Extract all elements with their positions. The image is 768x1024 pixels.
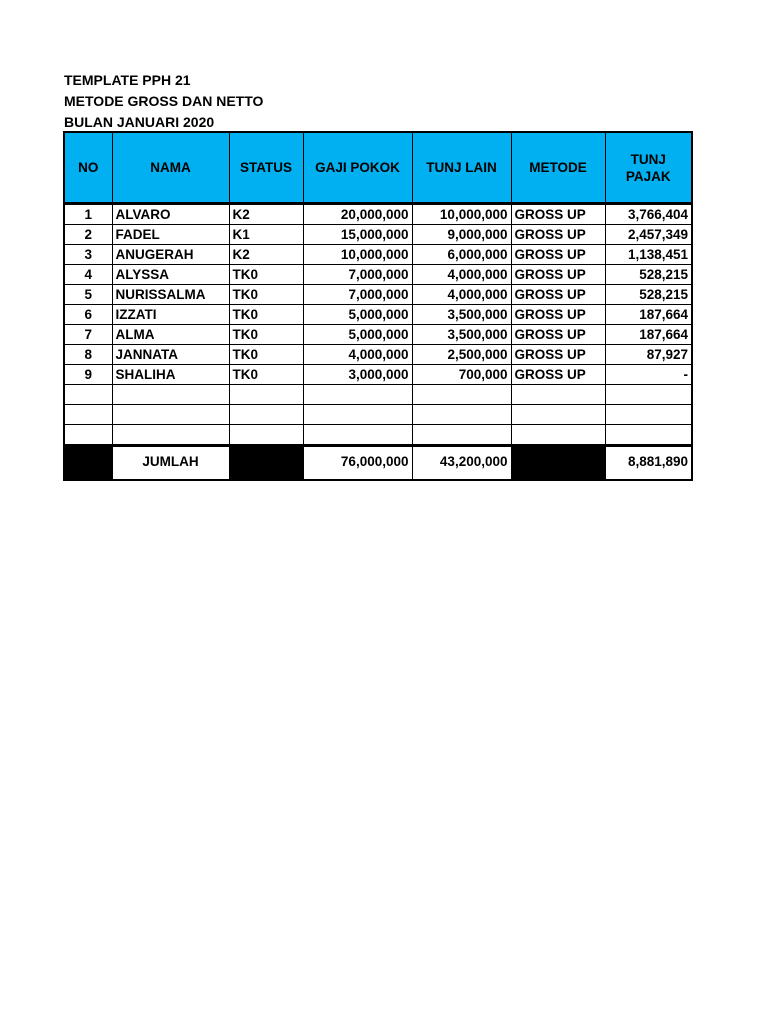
cell-tunj-lain[interactable]: 9,000,000	[412, 225, 511, 245]
table-row	[64, 405, 692, 425]
cell-no[interactable]	[64, 385, 112, 405]
header-tunj-lain[interactable]: TUNJ LAIN	[412, 132, 511, 204]
cell-tunj-pajak[interactable]: 87,927	[605, 345, 692, 365]
cell-tunj-pajak[interactable]: 528,215	[605, 265, 692, 285]
cell-tunj-lain[interactable]	[412, 385, 511, 405]
cell-status[interactable]: TK0	[229, 265, 303, 285]
table-row	[64, 225, 692, 245]
cell-metode[interactable]: GROSS UP	[511, 325, 605, 345]
cell-nama[interactable]	[112, 425, 229, 446]
total-tunj-pajak[interactable]: 8,881,890	[605, 446, 692, 481]
cell-tunj-lain[interactable]: 4,000,000	[412, 265, 511, 285]
cell-gaji-pokok[interactable]: 20,000,000	[303, 204, 412, 225]
table-row	[64, 204, 692, 225]
cell-metode[interactable]	[511, 405, 605, 425]
cell-gaji-pokok[interactable]: 3,000,000	[303, 365, 412, 385]
cell-nama[interactable]	[112, 405, 229, 425]
cell-status[interactable]: TK0	[229, 325, 303, 345]
cell-status[interactable]: TK0	[229, 285, 303, 305]
report-titles	[64, 70, 263, 133]
cell-metode[interactable]: GROSS UP	[511, 245, 605, 265]
cell-tunj-pajak[interactable]	[605, 425, 692, 446]
table-row	[64, 305, 692, 325]
total-status-cell[interactable]	[229, 446, 303, 481]
cell-gaji-pokok[interactable]: 10,000,000	[303, 245, 412, 265]
cell-tunj-pajak[interactable]: -	[605, 365, 692, 385]
cell-nama[interactable]: ALMA	[112, 325, 229, 345]
cell-tunj-lain[interactable]: 6,000,000	[412, 245, 511, 265]
cell-gaji-pokok[interactable]: 7,000,000	[303, 285, 412, 305]
cell-gaji-pokok[interactable]	[303, 385, 412, 405]
cell-nama[interactable]: ANUGERAH	[112, 245, 229, 265]
cell-no[interactable]: 2	[64, 225, 112, 245]
cell-metode[interactable]: GROSS UP	[511, 345, 605, 365]
report-subtitle-period: BULAN JANUARI 2020	[64, 114, 215, 130]
cell-tunj-pajak[interactable]	[605, 385, 692, 405]
cell-no[interactable]: 9	[64, 365, 112, 385]
table-row	[64, 345, 692, 365]
cell-tunj-lain[interactable]	[412, 405, 511, 425]
table-row	[64, 365, 692, 385]
cell-tunj-pajak[interactable]: 187,664	[605, 305, 692, 325]
cell-tunj-lain[interactable]: 3,500,000	[412, 305, 511, 325]
cell-tunj-pajak[interactable]: 3,766,404	[605, 204, 692, 225]
cell-nama[interactable]: FADEL	[112, 225, 229, 245]
cell-tunj-pajak[interactable]: 528,215	[605, 285, 692, 305]
cell-status[interactable]	[229, 405, 303, 425]
cell-gaji-pokok[interactable]: 7,000,000	[303, 265, 412, 285]
cell-no[interactable]	[64, 425, 112, 446]
table-row	[64, 325, 692, 345]
total-tunj-lain[interactable]: 43,200,000	[412, 446, 511, 481]
pph21-table	[63, 131, 693, 481]
cell-no[interactable]	[64, 405, 112, 425]
header-status[interactable]: STATUS	[229, 132, 303, 204]
cell-status[interactable]: TK0	[229, 365, 303, 385]
cell-metode[interactable]: GROSS UP	[511, 365, 605, 385]
header-metode[interactable]: METODE	[511, 132, 605, 204]
cell-gaji-pokok[interactable]: 5,000,000	[303, 325, 412, 345]
header-row	[64, 132, 692, 204]
cell-status[interactable]	[229, 385, 303, 405]
cell-nama[interactable]	[112, 385, 229, 405]
cell-no[interactable]: 7	[64, 325, 112, 345]
cell-metode[interactable]	[511, 385, 605, 405]
cell-nama[interactable]: ALYSSA	[112, 265, 229, 285]
cell-tunj-lain[interactable]: 10,000,000	[412, 204, 511, 225]
table-row	[64, 245, 692, 265]
report-subtitle-method: METODE GROSS DAN NETTO	[64, 93, 264, 109]
cell-nama[interactable]: ALVARO	[112, 204, 229, 225]
cell-no[interactable]: 5	[64, 285, 112, 305]
cell-tunj-lain[interactable]: 4,000,000	[412, 285, 511, 305]
cell-tunj-pajak[interactable]	[605, 405, 692, 425]
cell-status[interactable]: K2	[229, 245, 303, 265]
report-title: TEMPLATE PPH 21	[64, 72, 191, 88]
cell-tunj-lain[interactable]	[412, 425, 511, 446]
cell-no[interactable]: 4	[64, 265, 112, 285]
cell-status[interactable]: TK0	[229, 345, 303, 365]
header-nama[interactable]: NAMA	[112, 132, 229, 204]
total-gaji-pokok[interactable]: 76,000,000	[303, 446, 412, 481]
cell-nama[interactable]: NURISSALMA	[112, 285, 229, 305]
total-row	[64, 446, 692, 481]
header-gaji-pokok[interactable]: GAJI POKOK	[303, 132, 412, 204]
cell-gaji-pokok[interactable]: 5,000,000	[303, 305, 412, 325]
cell-no[interactable]: 1	[64, 204, 112, 225]
cell-no[interactable]: 8	[64, 345, 112, 365]
cell-metode[interactable]: GROSS UP	[511, 285, 605, 305]
cell-tunj-pajak[interactable]: 187,664	[605, 325, 692, 345]
table-row	[64, 265, 692, 285]
table-row	[64, 285, 692, 305]
total-label[interactable]: JUMLAH	[112, 446, 229, 481]
table-row	[64, 385, 692, 405]
cell-metode[interactable]: GROSS UP	[511, 204, 605, 225]
cell-nama[interactable]: SHALIHA	[112, 365, 229, 385]
cell-status[interactable]: K2	[229, 204, 303, 225]
cell-tunj-lain[interactable]: 2,500,000	[412, 345, 511, 365]
total-metode-cell[interactable]	[511, 446, 605, 481]
cell-status[interactable]: K1	[229, 225, 303, 245]
table-row	[64, 425, 692, 446]
cell-nama[interactable]: JANNATA	[112, 345, 229, 365]
cell-gaji-pokok[interactable]: 4,000,000	[303, 345, 412, 365]
total-no-cell[interactable]	[64, 446, 112, 481]
cell-tunj-pajak[interactable]: 2,457,349	[605, 225, 692, 245]
header-tunj-pajak[interactable]: TUNJ PAJAK	[605, 132, 692, 204]
cell-metode[interactable]: GROSS UP	[511, 265, 605, 285]
cell-nama[interactable]: IZZATI	[112, 305, 229, 325]
cell-no[interactable]: 3	[64, 245, 112, 265]
cell-tunj-pajak[interactable]: 1,138,451	[605, 245, 692, 265]
cell-gaji-pokok[interactable]: 15,000,000	[303, 225, 412, 245]
cell-tunj-lain[interactable]: 3,500,000	[412, 325, 511, 345]
cell-no[interactable]: 6	[64, 305, 112, 325]
cell-metode[interactable]	[511, 425, 605, 446]
cell-metode[interactable]: GROSS UP	[511, 305, 605, 325]
cell-status[interactable]	[229, 425, 303, 446]
cell-metode[interactable]: GROSS UP	[511, 225, 605, 245]
header-no[interactable]: NO	[64, 132, 112, 204]
cell-gaji-pokok[interactable]	[303, 405, 412, 425]
cell-gaji-pokok[interactable]	[303, 425, 412, 446]
cell-tunj-lain[interactable]: 700,000	[412, 365, 511, 385]
cell-status[interactable]: TK0	[229, 305, 303, 325]
